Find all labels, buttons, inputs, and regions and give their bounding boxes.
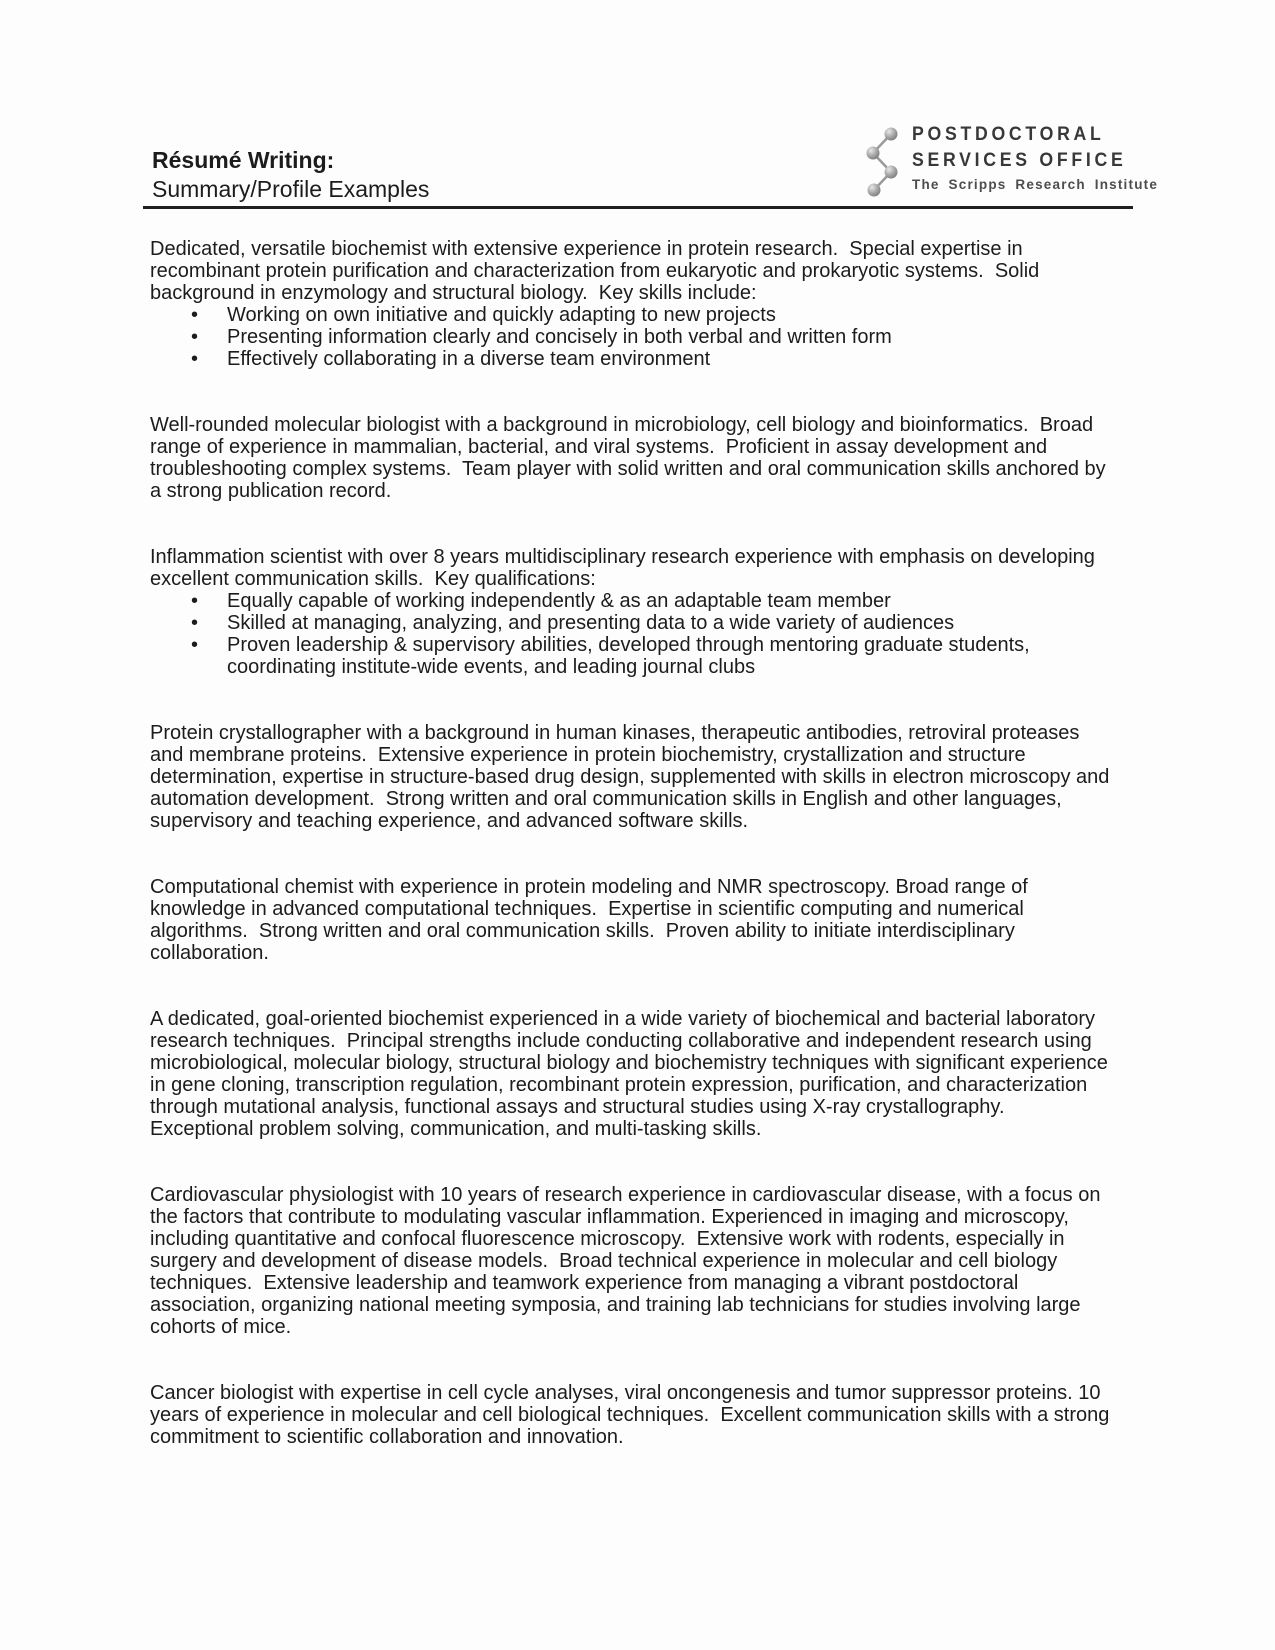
- summary-example-block: [150, 722, 1113, 832]
- bullet-item: • Presenting information clearly and concisely in both verbal and written form: [227, 326, 1113, 348]
- logo-org-line-1: POSTDOCTORAL: [912, 124, 1105, 145]
- summary-example-paragraph: Inflammation scientist with over 8 years multidisciplinary research experience with emphasis on developing excellent communication skills. Key qualifications:: [150, 546, 1101, 590]
- summary-example-paragraph: Well-rounded molecular biologist with a background in microbiology, cell biology and bioinformatics. Broad range of experience in mammalian, bacterial, and viral systems. Proficient in assay development and troubleshooting complex systems. Team player with solid written and oral communication skills anchored by a strong publication record.: [150, 414, 1112, 502]
- page-title: [152, 146, 429, 204]
- summary-example-block: [150, 1008, 1113, 1140]
- summary-example-paragraph: Cancer biologist with expertise in cell cycle analyses, viral oncongenesis and tumor suppressor proteins. 10 years of experience in molecular and cell biological techniques. Excellent communication skills with a strong commitment to scientific collaboration and innovation.: [150, 1382, 1115, 1448]
- page-title-sub: Summary/Profile Examples: [152, 176, 430, 202]
- bullet-item: • Working on own initiative and quickly adapting to new projects: [227, 304, 1113, 326]
- logo-tagline: The Scripps Research Institute: [912, 177, 1159, 192]
- page-title-main: Résumé Writing:: [152, 147, 335, 173]
- bullet-item: • Equally capable of working independently & as an adaptable team member: [227, 590, 1113, 612]
- summary-example-paragraph: Protein crystallographer with a background in human kinases, therapeutic antibodies, retroviral proteases and membrane proteins. Extensive experience in protein biochemistry, crystallization and structure determination, expertise in structure-based drug design, supplemented with skills in electron microscopy and automation development. Strong written and oral communication skills in English and other languages, supervisory and teaching experience, and advanced software skills.: [150, 722, 1115, 832]
- postdoctoral-services-office-logo: [864, 120, 1158, 205]
- logo-org-line-2: SERVICES OFFICE: [912, 150, 1127, 171]
- key-skills-list: [150, 304, 1113, 370]
- molecule-chain-icon: [864, 124, 902, 205]
- bullet-item: • Effectively collaborating in a diverse team environment: [227, 348, 1113, 370]
- summary-example-paragraph: Cardiovascular physiologist with 10 years of research experience in cardiovascular disease, with a focus on the factors that contribute to modulating vascular inflammation. Experienced in imaging and microscopy, including quantitative and confocal fluorescence microscopy. Extensive work with rodents, especially in surgery and development of disease models. Broad technical experience in molecular and cell biology techniques. Extensive leadership and teamwork experience from managing a vibrant postdoctoral association, organizing national meeting symposia, and training lab technicians for studies involving large cohorts of mice.: [150, 1184, 1107, 1338]
- header-divider-rule: [143, 206, 1133, 209]
- summary-example-paragraph: Dedicated, versatile biochemist with extensive experience in protein research. Special expertise in recombinant protein purification and characterization from eukaryotic and prokaryotic systems. Solid background in enzymology and structural biology. Key skills include:: [150, 238, 1045, 304]
- summary-example-paragraph: Computational chemist with experience in protein modeling and NMR spectroscopy. Broad range of knowledge in advanced computational techniques. Expertise in scientific computing and numerical algorithms. Strong written and oral communication skills. Proven ability to initiate interdisciplinary collaboration.: [150, 876, 1034, 964]
- summary-example-block: [150, 876, 1113, 964]
- document-body: [150, 238, 1113, 1492]
- logo-text: [912, 120, 1158, 192]
- bullet-item: • Skilled at managing, analyzing, and presenting data to a wide variety of audiences: [227, 612, 1113, 634]
- summary-example-block: [150, 546, 1113, 678]
- summary-example-block: [150, 414, 1113, 502]
- summary-example-block: [150, 238, 1113, 370]
- key-qualifications-list: [150, 590, 1113, 678]
- summary-example-block: [150, 1184, 1113, 1338]
- summary-example-block: [150, 1382, 1113, 1448]
- summary-example-paragraph: A dedicated, goal-oriented biochemist experienced in a wide variety of biochemical and bacterial laboratory research techniques. Principal strengths include conducting collaborative and independent research using microbiological, molecular biology, structural biology and biochemistry techniques with significant experience in gene cloning, transcription regulation, recombinant protein expression, purification, and characterization through mutational analysis, functional assays and structural studies using X-ray crystallography. Exceptional problem solving, communication, and multi-tasking skills.: [150, 1008, 1114, 1140]
- bullet-item: • Proven leadership & supervisory abilities, developed through mentoring graduate students, coordinating institute-wide events, and leading journal clubs: [227, 634, 1113, 678]
